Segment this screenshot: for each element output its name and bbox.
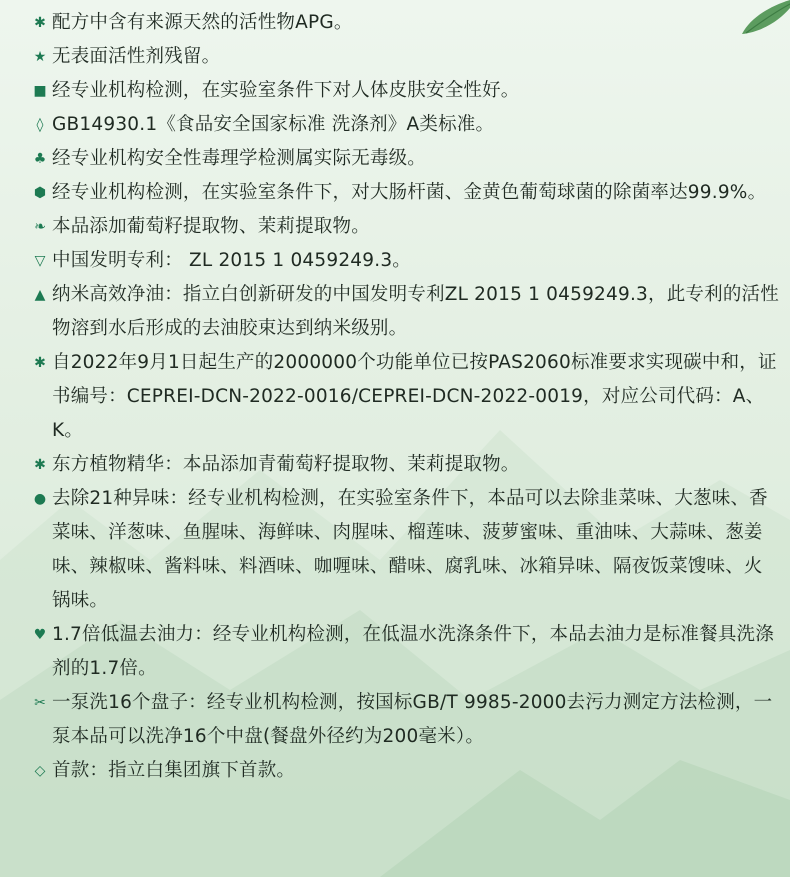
square-icon: ■ [33,83,47,99]
claim-item [28,74,780,108]
bow-icon: ✂ [34,695,46,711]
drop-icon: ● [33,491,47,507]
product-claims-list [28,6,780,788]
claim-item [28,244,780,278]
claim-text: 自2022年9月1日起生产的2000000个功能单位已按PAS2060标准要求实现碳中和，证书编号：CEPREI-DCN-2022-0016/CEPREI-DCN-2022-0019，对应公司代码：A、K。 [52,352,777,441]
hexagon-icon: ⬢ [33,185,47,201]
claim-text: 经专业机构检测，在实验室条件下，对大肠杆菌、金黄色葡萄球菌的除菌率达99.9%。 [52,182,767,203]
claim-item [28,176,780,210]
claim-item [28,448,780,482]
triangle-up-icon: ▲ [34,287,46,303]
claim-text: 中国发明专利： ZL 2015 1 0459249.3。 [52,250,411,271]
claim-item [28,618,780,686]
claim-text: 东方植物精华：本品添加青葡萄籽提取物、茉莉提取物。 [52,454,520,475]
claim-item [28,482,780,618]
claim-text: GB14930.1《食品安全国家标准 洗涤剂》A类标准。 [52,114,495,135]
claim-item [28,108,780,142]
claim-text: 经专业机构检测，在实验室条件下对人体皮肤安全性好。 [52,80,520,101]
asterisk-icon: ✱ [34,457,46,473]
claim-item [28,142,780,176]
leaf-icon: ❧ [34,219,46,235]
claim-text: 配方中含有来源天然的活性物APG。 [52,12,353,33]
claim-text: 一泵洗16个盘子：经专业机构检测，按国标GB/T 9985-2000去污力测定方法检测，一泵本品可以洗净16个中盘(餐盘外径约为200毫米）。 [52,692,773,747]
claim-text: 纳米高效净油：指立白创新研发的中国发明专利ZL 2015 1 0459249.3，此专利的活性物溶到水后形成的去油胶束达到纳米级别。 [52,284,779,339]
triangle-down-outline-icon: ▽ [34,253,46,269]
claim-text: 首款：指立白集团旗下首款。 [52,760,296,781]
claim-item [28,346,780,448]
claim-item [28,754,780,788]
claim-item [28,6,780,40]
asterisk-icon: ✱ [34,355,46,371]
claim-item [28,40,780,74]
claim-text: 去除21种异味：经专业机构检测，在实验室条件下，本品可以去除韭菜味、大葱味、香菜味、洋葱味、鱼腥味、海鲜味、肉腥味、榴莲味、菠萝蜜味、重油味、大蒜味、葱姜味、辣椒味、酱料味、料酒味、咖喱味、醋味、腐乳味、冰箱异味、隔夜饭菜馊味、火锅味。 [52,488,768,611]
claim-text: 无表面活性剂残留。 [52,46,221,67]
claim-item [28,210,780,244]
claim-text: 经专业机构安全性毒理学检测属实际无毒级。 [52,148,427,169]
diamond-outline-icon: ◇ [34,763,46,779]
claim-text: 1.7倍低温去油力：经专业机构检测，在低温水洗涤条件下，本品去油力是标准餐具洗涤剂的1.7倍。 [52,624,774,679]
claim-item [28,686,780,754]
claim-text: 本品添加葡萄籽提取物、茉莉提取物。 [52,216,370,237]
asterisk-icon: ✱ [34,15,46,31]
heart-icon: ♥ [33,627,47,643]
diamond-outline-icon: ◊ [36,117,44,133]
club-icon: ♣ [33,151,47,167]
star-icon: ★ [33,49,47,65]
claim-item [28,278,780,346]
